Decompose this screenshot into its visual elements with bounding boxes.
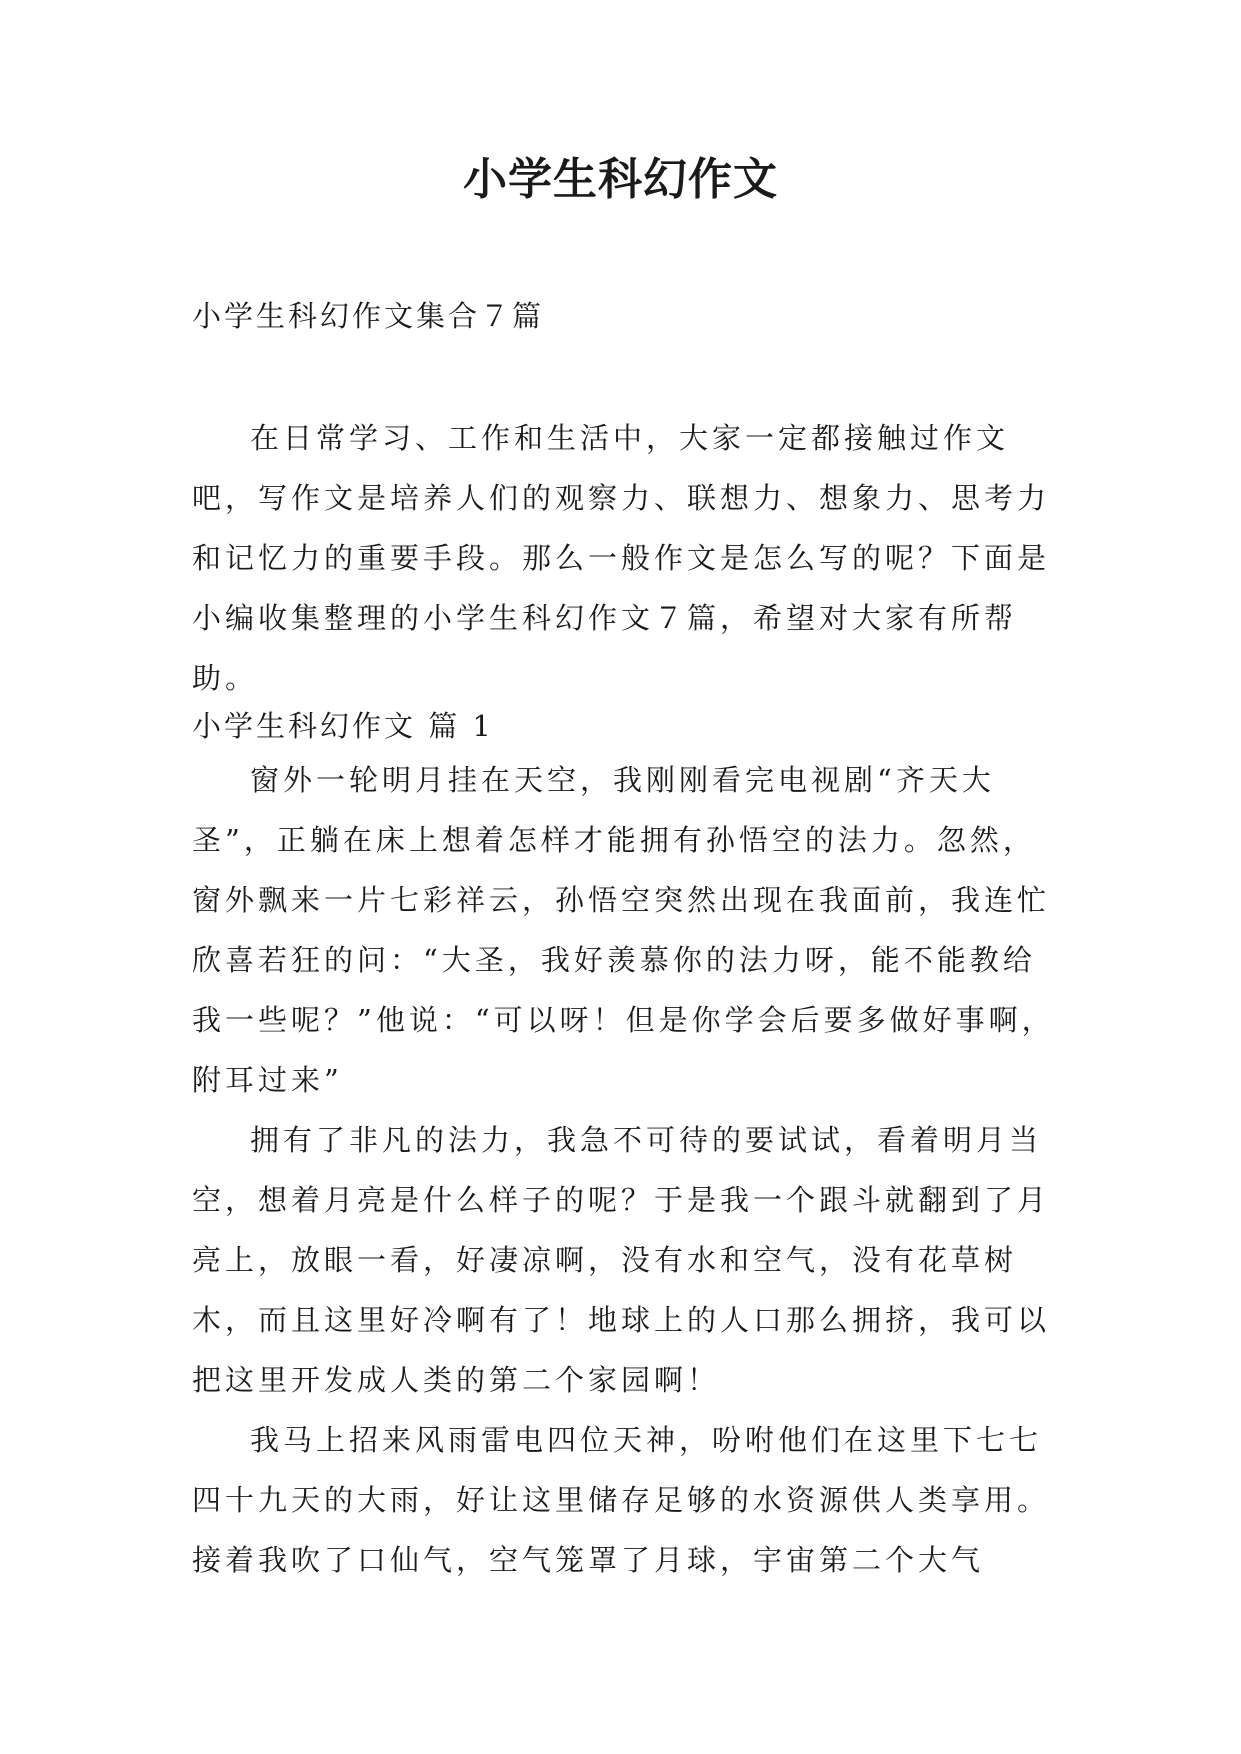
essay-paragraph-3: 我马上招来风雨雷电四位天神，吩咐他们在这里下七七四十九天的大雨，好让这里储存足够的水资源供人类享用。接着我吹了口仙气，空气笼罩了月球，宇宙第二个大气 (192, 1423, 1051, 1577)
essay-body (192, 750, 1062, 1590)
intro-paragraph: 在日常学习、工作和生活中，大家一定都接触过作文吧，写作文是培养人们的观察力、联想力、想象力、思考力和记忆力的重要手段。那么一般作文是怎么写的呢？下面是小编收集整理的小学生科幻作文７篇，希望对大家有所帮助。 (192, 421, 1051, 695)
essay-paragraph-2: 拥有了非凡的法力，我急不可待的要试试，看着明月当空，想着月亮是什么样子的呢？于是我一个跟斗就翻到了月亮上，放眼一看，好凄凉啊，没有水和空气，没有花草树木，而且这里好冷啊有了！地球上的人口那么拥挤，我可以把这里开发成人类的第二个家园啊！ (192, 1123, 1051, 1397)
document-subtitle: 小学生科幻作文集合７篇 (192, 299, 545, 333)
essay-paragraph-1: 窗外一轮明月挂在天空，我刚刚看完电视剧“齐天大圣”，正躺在床上想着怎样才能拥有孙悟空的法力。忽然，窗外飘来一片七彩祥云，孙悟空突然出现在我面前，我连忙欣喜若狂的问：“大圣，我好羡慕你的法力呀，能不能教给我一些呢？”他说：“可以呀！但是你学会后要多做好事啊，附耳过来” (192, 763, 1055, 1097)
section-title: 小学生科幻作文 篇 1 (192, 709, 494, 743)
document-title: 小学生科幻作文 (463, 154, 778, 205)
intro-section (192, 408, 1062, 708)
